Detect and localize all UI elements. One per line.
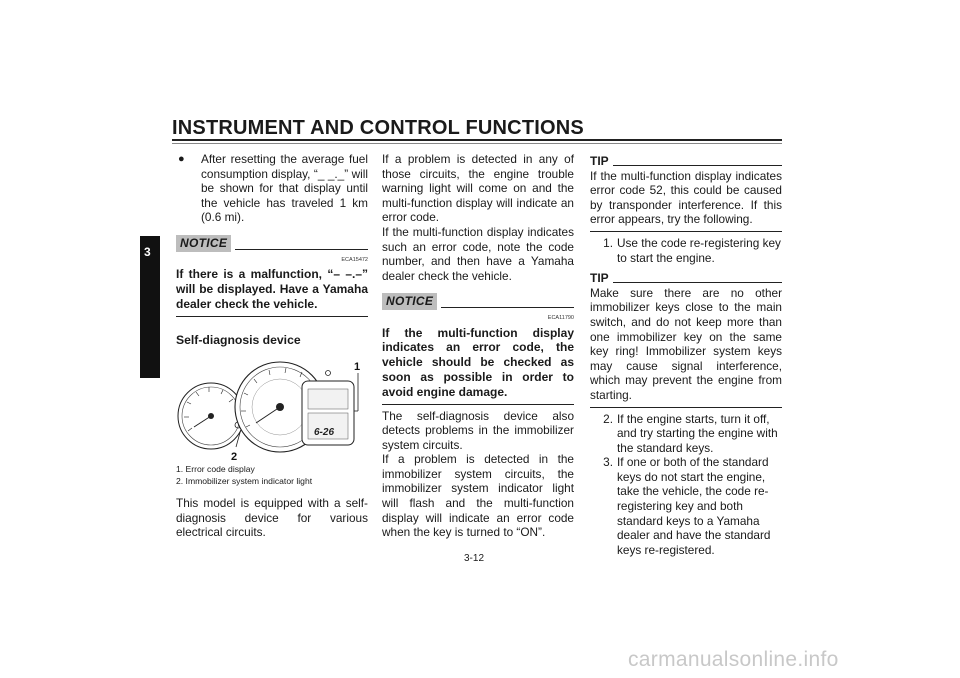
lcd-readout: 6-26 — [314, 427, 335, 439]
notice-code: ECA11790 — [547, 314, 574, 321]
step-text: If the engine starts, turn it off, and try starting the engine with the standard keys. — [617, 411, 778, 455]
column-1 — [176, 152, 368, 540]
notice-badge: NOTICE — [176, 235, 231, 252]
notice-code: ECA15472 — [341, 256, 368, 263]
notice-header — [176, 235, 368, 252]
figure-caption-1: 1. Error code display — [176, 464, 255, 475]
tip-end-rule — [590, 407, 782, 408]
tip-text: Make sure there are no other immobilizer keys close to the main switch, and do not keep more than one immobilizer key on the same key ring! Immobilizer system keys may cause signal interference, which may prevent the engine from starting. — [590, 285, 782, 402]
step-item — [590, 236, 782, 265]
notice-header — [382, 293, 574, 310]
notice-rule — [235, 249, 368, 250]
step-item — [590, 455, 782, 557]
notice-end-rule — [176, 316, 368, 317]
body-paragraph-1: If a problem is detected in any of those circuits, the engine trouble warning light will come on and the multi-function display will indicate an error code. — [382, 152, 574, 225]
bullet-icon: ● — [178, 153, 185, 165]
body-paragraph-3: The self-diagnosis device also detects problems in the immobilizer system circuits. — [382, 408, 574, 452]
body-paragraph-2: If the multi-function display indicates such an error code, note the code number, and then have a Yamaha dealer check the vehicle. — [382, 224, 574, 283]
notice-text: If there is a malfunction, “– –.–” will be displayed. Have a Yamaha dealer check the vehicle. — [176, 267, 368, 311]
notice-badge: NOTICE — [382, 293, 437, 310]
tip-end-rule — [590, 231, 782, 232]
step-number: 1. — [603, 235, 613, 250]
instrument-cluster-illustration — [176, 359, 368, 463]
watermark: carmanualsonline.info — [628, 648, 839, 671]
step-item — [590, 412, 782, 456]
step-number: 3. — [603, 455, 613, 470]
tip-header — [590, 154, 782, 169]
callout-2: 2 — [231, 451, 238, 464]
header-rule-thin — [172, 143, 782, 144]
column-3 — [590, 152, 782, 557]
bullet-item — [176, 152, 368, 225]
page-title: INSTRUMENT AND CONTROL FUNCTIONS — [172, 117, 584, 139]
notice-end-rule — [382, 404, 574, 405]
tip-rule — [613, 165, 782, 166]
tip-label: TIP — [590, 271, 609, 286]
bullet-text: After resetting the average fuel consumption display, “_ _._” will be shown for that display until the vehicle has traveled 1 km (0.6 mi). — [201, 152, 368, 225]
figure-caption-2: 2. Immobilizer system indicator light — [176, 476, 313, 487]
step-number: 2. — [603, 411, 613, 426]
tip-rule — [613, 282, 782, 283]
tip-text: If the multi-function display indicates error code 52, this could be caused by transponder interference. If this error appears, try the following. — [590, 168, 782, 227]
header-rule — [172, 139, 782, 141]
tip-label: TIP — [590, 154, 609, 168]
notice-text: If the multi-function display indicates an error code, the vehicle should be checked as soon as possible in order to avoid engine damage. — [382, 325, 574, 399]
callout-1: 1 — [354, 361, 361, 374]
section-heading: Self-diagnosis device — [176, 332, 301, 347]
body-paragraph: This model is equipped with a self-diagnosis device for various electrical circuits. — [176, 496, 368, 540]
page-number: 3-12 — [464, 553, 485, 564]
column-2 — [382, 152, 574, 540]
instrument-cluster-figure — [176, 359, 368, 463]
tip-header — [590, 271, 782, 286]
chapter-number: 3 — [144, 245, 151, 259]
notice-rule — [441, 307, 574, 308]
step-text: If one or both of the standard keys do not start the engine, take the vehicle, the code re-registering key and both standard keys to a Yamaha dealer and have the standard keys re-registered. — [617, 455, 771, 557]
step-text: Use the code re-registering key to start the engine. — [617, 235, 781, 265]
body-paragraph-4: If a problem is detected in the immobilizer system circuits, the immobilizer system indicator light will flash and the multi-function display will indicate an error code when the key is turned to “ON”. — [382, 452, 574, 540]
